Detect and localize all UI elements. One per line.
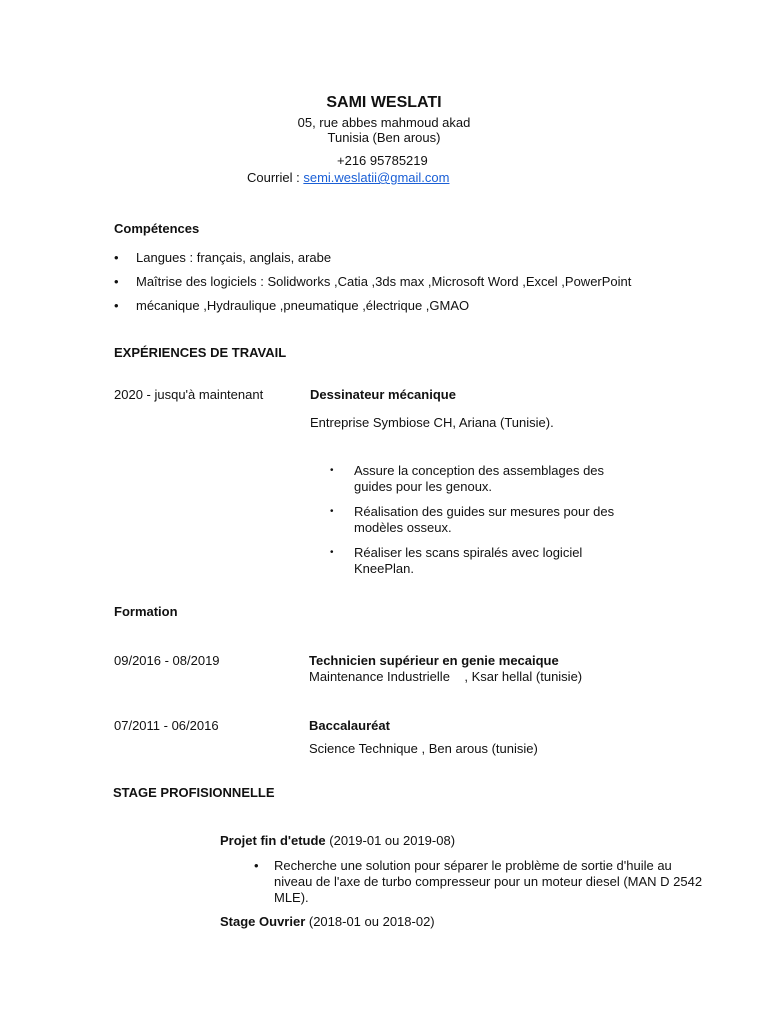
resume-name: SAMI WESLATI [326,94,442,111]
email-link[interactable]: semi.weslatii@gmail.com [303,170,450,185]
formation-degree: Technicien supérieur en genie mecaique [309,653,559,668]
formation-place: Science Technique , Ben arous (tunisie) [309,741,538,756]
bullet-icon: • [330,547,334,558]
ouvrier-label: Stage Ouvrier [220,914,306,929]
address-line-2: Tunisia (Ben arous) [327,130,441,145]
task-text: Réaliser les scans spiralés avec logiciel KneePlan. [354,545,583,576]
bullet-icon: • [114,298,119,313]
bullet-icon: • [330,465,334,476]
list-item [330,504,640,536]
competences-heading: Compétences [114,221,200,236]
projet-text: Recherche une solution pour séparer le problème de sortie d'huile au niveau de l'axe de turbo compresseur pour un moteur diesel (MAN D 2542 MLE). [274,858,703,905]
projet-line [220,833,455,848]
formation-place: Maintenance Industrielle , Ksar hellal (tunisie) [309,669,583,684]
ouvrier-dates: (2018-01 ou 2018-02) [305,914,435,929]
ouvrier-line [220,914,435,929]
list-item [114,297,631,321]
bullet-icon: • [114,250,119,265]
address-line-1: 05, rue abbes mahmoud akad [297,115,471,130]
competence-text: mécanique ,Hydraulique ,pneumatique ,électrique ,GMAO [136,298,470,313]
list-item [114,273,631,297]
list-item [330,463,640,495]
projet-label: Projet fin d'etude [220,833,326,848]
bullet-icon: • [254,858,259,873]
experience-period: 2020 - jusqu'à maintenant [114,387,264,402]
task-text: Assure la conception des assemblages des guides pour les genoux. [354,463,605,494]
competence-text: Langues : français, anglais, arabe [136,250,332,265]
list-item [250,858,710,906]
formation-period: 09/2016 - 08/2019 [114,653,220,668]
list-item [330,545,640,577]
bullet-icon: • [330,506,334,517]
experience-tasks [330,463,640,586]
list-item [114,249,631,273]
competence-text: Maîtrise des logiciels : Solidworks ,Catia ,3ds max ,Microsoft Word ,Excel ,PowerPoint [136,274,632,289]
formation-period: 07/2011 - 06/2016 [114,718,219,733]
bullet-icon: • [114,274,119,289]
experiences-heading: EXPÉRIENCES DE TRAVAIL [114,345,287,360]
email-label: Courriel : [247,170,304,185]
projet-list [250,858,710,906]
phone-number: +216 95785219 [337,153,428,168]
formation-degree: Baccalauréat [309,718,390,733]
experience-company: Entreprise Symbiose CH, Ariana (Tunisie). [310,415,554,430]
task-text: Réalisation des guides sur mesures pour des modèles osseux. [354,504,615,535]
formation-heading: Formation [114,604,178,619]
competences-list [114,249,631,321]
projet-dates: (2019-01 ou 2019-08) [325,833,456,848]
stage-heading: STAGE PROFISIONNELLE [113,785,275,800]
experience-job-title: Dessinateur mécanique [310,387,456,402]
email-line [247,170,449,185]
